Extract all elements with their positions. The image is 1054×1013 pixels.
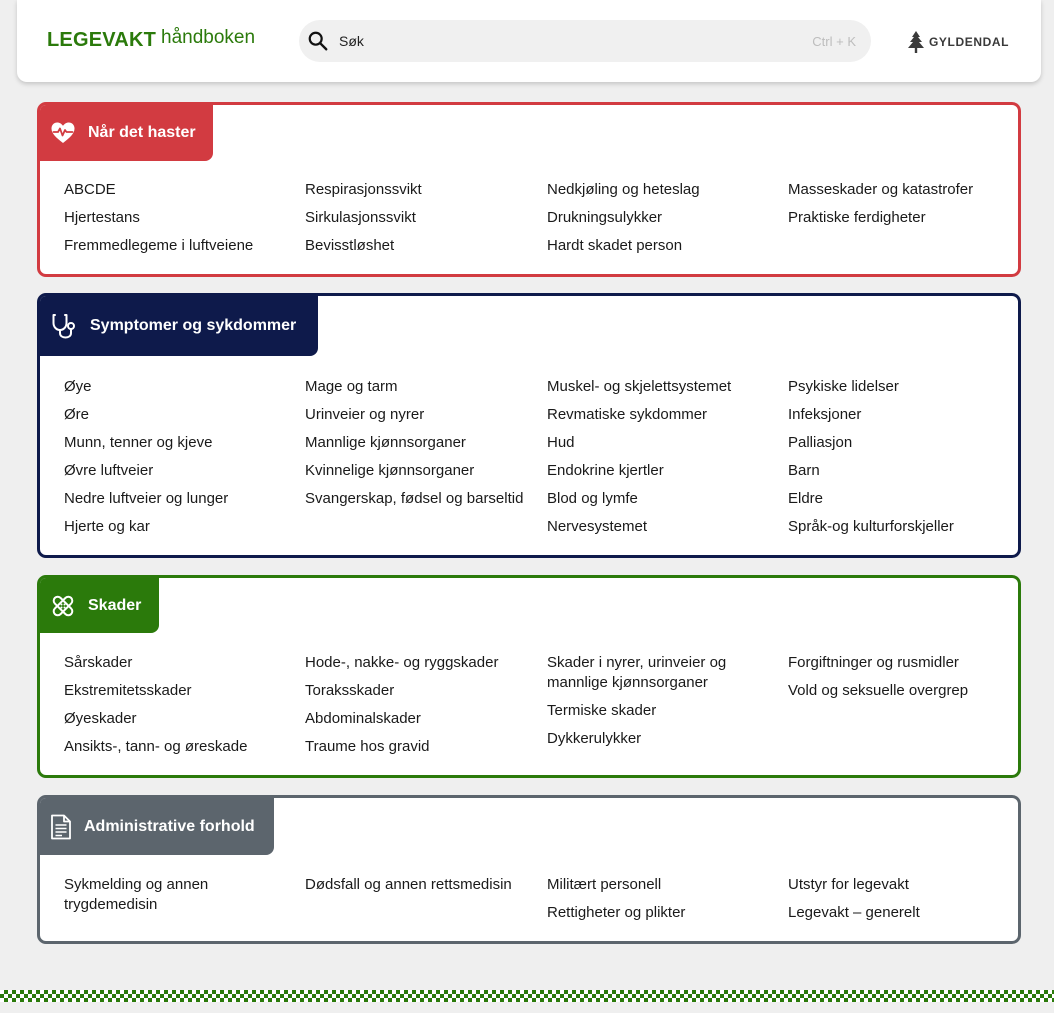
topic-link[interactable]: Militært personell (547, 876, 662, 893)
link-column (64, 377, 294, 545)
topic-link[interactable]: Palliasjon (788, 434, 853, 451)
link-column (547, 653, 777, 757)
topic-link[interactable]: Dykkerulykker (547, 730, 642, 747)
link-column (788, 377, 1018, 545)
tree-icon (907, 31, 925, 53)
section-skader (37, 575, 1021, 778)
topic-link[interactable]: Vold og seksuelle overgrep (788, 682, 969, 699)
logo-subtitle: håndboken (161, 27, 256, 48)
section-title: Skader (88, 596, 142, 614)
bandage-icon (50, 593, 76, 619)
section-tab-skader[interactable] (40, 578, 159, 633)
topic-link[interactable]: Barn (788, 462, 820, 479)
search-shortcut-hint: Ctrl + K (812, 34, 856, 49)
topic-link[interactable]: Sårskader (64, 654, 133, 671)
search-input[interactable] (339, 20, 799, 62)
section-title: Når det haster (88, 124, 196, 141)
link-column (305, 875, 535, 903)
topic-link[interactable]: Traume hos gravid (305, 738, 430, 755)
topic-link[interactable]: Sykmelding og annen trygdemedisin (64, 876, 209, 913)
topic-link[interactable]: Mage og tarm (305, 378, 398, 395)
topic-link[interactable]: Muskel- og skjelettsystemet (547, 378, 732, 395)
section-title: Administrative forhold (84, 817, 255, 835)
topic-link[interactable]: Utstyr for legevakt (788, 876, 909, 893)
topic-link[interactable]: Urinveier og nyrer (305, 406, 425, 423)
search-bar[interactable] (299, 20, 871, 62)
link-column (547, 875, 777, 931)
topic-link[interactable]: Endokrine kjertler (547, 462, 664, 479)
topic-link[interactable]: Praktiske ferdigheter (788, 209, 926, 226)
publisher-logo[interactable] (907, 31, 1009, 53)
link-column (788, 875, 1018, 931)
section-tab-symptomer-og-sykdommer[interactable] (40, 296, 318, 356)
link-column (788, 653, 1018, 709)
site-logo[interactable] (47, 29, 255, 52)
link-column (788, 180, 1018, 236)
search-icon (307, 30, 329, 52)
topic-link[interactable]: Øvre luftveier (64, 462, 154, 479)
link-column (64, 875, 294, 923)
topic-link[interactable]: Nedkjøling og heteslag (547, 181, 700, 198)
site-header (17, 0, 1041, 82)
topic-link[interactable]: Nervesystemet (547, 518, 648, 535)
topic-link[interactable]: ABCDE (64, 181, 116, 198)
link-column (64, 653, 294, 765)
topic-link[interactable]: Hud (547, 434, 575, 451)
section-title: Symptomer og sykdommer (90, 317, 297, 334)
link-column (64, 180, 294, 264)
section-nar-det-haster (37, 102, 1021, 277)
topic-link[interactable]: Abdominalskader (305, 710, 421, 727)
topic-link[interactable]: Øye (64, 378, 92, 395)
topic-link[interactable]: Forgiftninger og rusmidler (788, 654, 959, 671)
topic-link[interactable]: Sirkulasjonssvikt (305, 209, 416, 226)
topic-link[interactable]: Hjerte og kar (64, 518, 150, 535)
section-symptomer-og-sykdommer (37, 293, 1021, 558)
heart-pulse-icon (50, 121, 76, 145)
topic-link[interactable]: Termiske skader (547, 702, 657, 719)
section-tab-administrative-forhold[interactable] (40, 798, 274, 855)
link-column (305, 653, 535, 765)
topic-link[interactable]: Infeksjoner (788, 406, 862, 423)
topic-link[interactable]: Ansikts-, tann- og øreskade (64, 738, 248, 755)
topic-link[interactable]: Øyeskader (64, 710, 137, 727)
document-icon (50, 814, 72, 840)
stethoscope-icon (50, 312, 78, 340)
topic-link[interactable]: Masseskader og katastrofer (788, 181, 974, 198)
topic-link[interactable]: Respirasjonssvikt (305, 181, 422, 198)
topic-link[interactable]: Rettigheter og plikter (547, 904, 686, 921)
topic-link[interactable]: Skader i nyrer, urinveier og mannlige kjønnsorganer (547, 654, 727, 691)
topic-link[interactable]: Dødsfall og annen rettsmedisin (305, 876, 512, 893)
topic-link[interactable]: Språk-og kulturforskjeller (788, 518, 954, 535)
logo-wordmark: LEGEVAKT (47, 29, 157, 51)
topic-link[interactable]: Fremmedlegeme i luftveiene (64, 237, 254, 254)
link-column (305, 180, 535, 264)
topic-link[interactable]: Bevisstløshet (305, 237, 395, 254)
topic-link[interactable]: Blod og lymfe (547, 490, 638, 507)
topic-link[interactable]: Svangerskap, fødsel og barseltid (305, 490, 524, 507)
topic-link[interactable]: Nedre luftveier og lunger (64, 490, 229, 507)
topic-link[interactable]: Hardt skadet person (547, 237, 683, 254)
topic-link[interactable]: Drukningsulykker (547, 209, 663, 226)
topic-link[interactable]: Legevakt – generelt (788, 904, 920, 921)
topic-link[interactable]: Hjertestans (64, 209, 140, 226)
footer-checkered-strip (0, 990, 1054, 1002)
topic-link[interactable]: Psykiske lidelser (788, 378, 899, 395)
topic-link[interactable]: Øre (64, 406, 90, 423)
topic-link[interactable]: Hode-, nakke- og ryggskader (305, 654, 499, 671)
publisher-name: GYLDENDAL (929, 35, 1010, 49)
section-administrative-forhold (37, 795, 1021, 944)
topic-link[interactable]: Mannlige kjønnsorganer (305, 434, 466, 451)
topic-link[interactable]: Kvinnelige kjønnsorganer (305, 462, 475, 479)
link-column (305, 377, 535, 517)
section-tab-nar-det-haster[interactable] (40, 105, 213, 161)
topic-link[interactable]: Munn, tenner og kjeve (64, 434, 213, 451)
topic-link[interactable]: Toraksskader (305, 682, 395, 699)
topic-link[interactable]: Ekstremitetsskader (64, 682, 192, 699)
topic-link[interactable]: Revmatiske sykdommer (547, 406, 708, 423)
link-column (547, 377, 777, 545)
link-column (547, 180, 777, 264)
topic-link[interactable]: Eldre (788, 490, 824, 507)
